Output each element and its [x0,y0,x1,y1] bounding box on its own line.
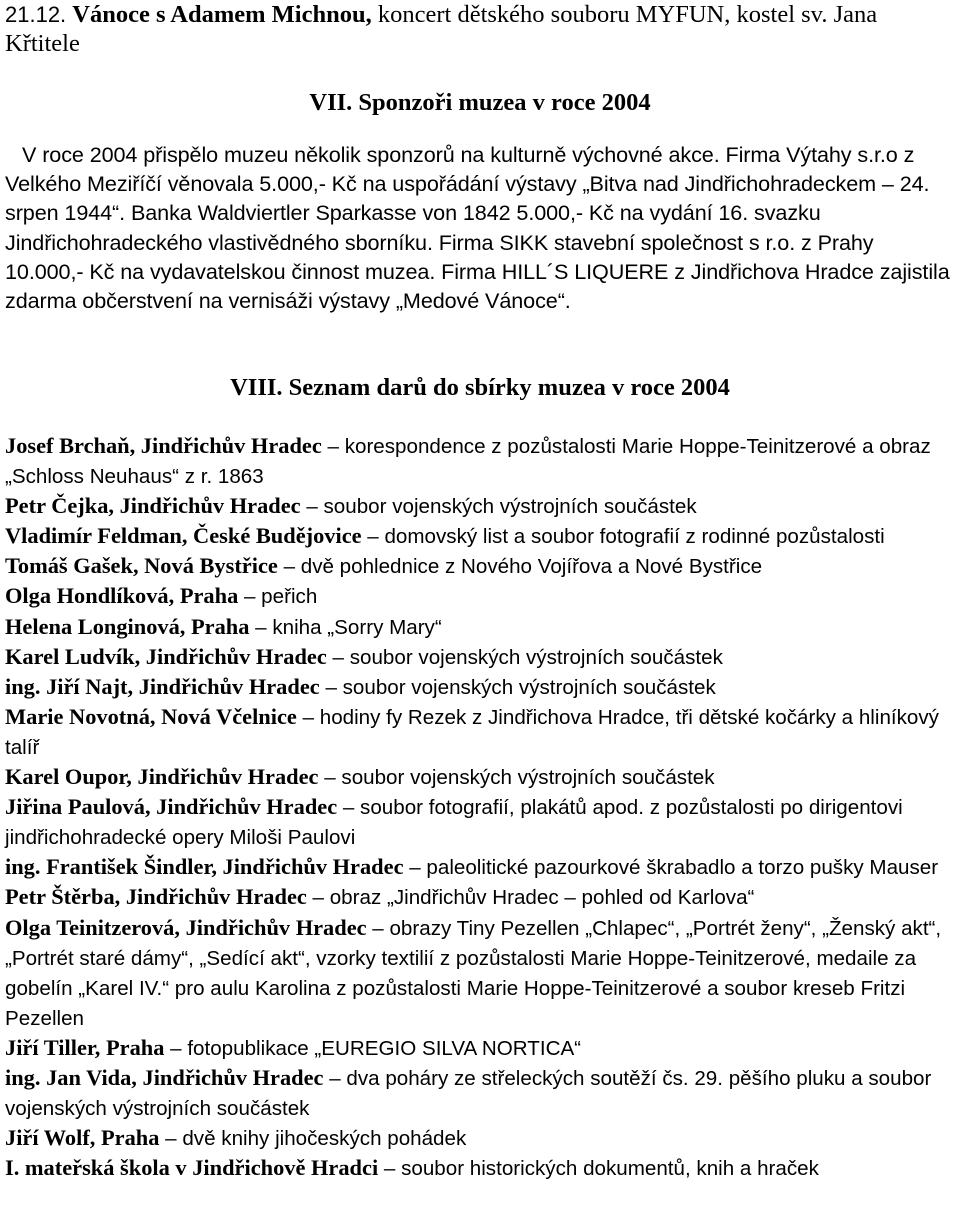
gift-description: – soubor vojenských výstrojních součástek [300,495,697,519]
gift-donor: Karel Oupor, Jindřichův Hradec [5,764,319,790]
gift-donor: Karel Ludvík, Jindřichův Hradec [5,643,327,669]
gift-donor: Tomáš Gašek, Nová Bystřice [5,553,278,579]
gift-description: – kniha „Sorry Mary“ [249,615,442,639]
gift-entry [5,792,960,852]
gift-entry [5,431,960,491]
gift-description: – obraz „Jindřichův Hradec – pohled od Karlova“ [306,886,755,910]
gift-description: – soubor fotografií, plakátů apod. z pozůstalosti po dirigentovi jindřichohradecké opery Miloši Paulovi [5,796,903,850]
gift-description: – dvě knihy jihočeských pohádek [159,1127,467,1151]
sponsors-paragraph [5,140,950,315]
gift-entry [5,612,960,642]
event-description: koncert dětského souboru MYFUN, kostel sv. Jana Křtitele [5,1,878,57]
gift-donor: Josef Brchaň, Jindřichův Hradec [5,433,322,458]
gift-entry [5,581,960,611]
gift-description: – dva poháry ze střeleckých soutěží čs. 29. pěšího pluku a soubor vojenských výstrojních součástek [5,1066,932,1121]
gift-entry [5,913,960,1033]
gift-donor: Jiří Tiller, Praha [5,1034,165,1060]
intro-event-line [5,0,954,58]
gift-entry [5,1033,960,1063]
gift-description: – soubor vojenských výstrojních součástek [326,645,723,669]
gift-entry [5,521,960,551]
gift-description: – soubor historických dokumentů, knih a hraček [378,1157,819,1181]
sponsors-text: V roce 2004 přispělo muzeu několik sponzorů na kulturně výchovné akce. Firma Výtahy s.r.o z Velkého Meziříčí věnovala 5.000,- Kč na uspořádání výstavy „Bitva nad Jindřichohradeckem – 24. srpen 1944“. Banka Waldviertler Sparkasse von 1842 5.000,- Kč na vydání 16. svazku Jindřichohradeckého vlastivědného sborníku. Firma SIKK stavební společnost s r.o. z Prahy 10.000,- Kč na vydavatelskou činnost muzea. Firma HILL´S LIQUERE z Jindřichova Hradce zajistila zdarma občerstvení na vernisáži výstavy „Medové Vánoce“. [5,142,950,314]
event-title: Vánoce s Adamem Michnou, [72,1,372,28]
gift-donor: Helena Longinová, Praha [5,613,250,639]
gift-donor: Vladimír Feldman, České Budějovice [5,523,362,549]
gift-description: – korespondence z pozůstalosti Marie Hoppe-Teinitzerové a obraz „Schloss Neuhaus“ z r. 1863 [5,435,931,489]
gift-donor: Jiří Wolf, Praha [5,1125,160,1151]
gift-entry [5,702,960,762]
gift-entry [5,762,960,792]
gift-donor: Olga Teinitzerová, Jindřichův Hradec [5,914,367,940]
gift-entry [5,852,960,882]
gift-description: – peřich [238,585,318,609]
gift-donor: Petr Čejka, Jindřichův Hradec [5,493,301,519]
gift-description: – soubor vojenských výstrojních součástek [318,766,715,790]
gift-description: – soubor vojenských výstrojních součástek [319,675,716,699]
gift-donor: Marie Novotná, Nová Včelnice [5,703,297,729]
gift-description: – fotopublikace „EUREGIO SILVA NORTICA“ [164,1036,582,1060]
gift-entry [5,882,960,912]
gift-entry [5,642,960,672]
gift-donor: ing. Jiří Najt, Jindřichův Hradec [5,673,320,699]
gift-entry [5,1123,960,1153]
gift-description: – hodiny fy Rezek z Jindřichova Hradce, tři dětské kočárky a hliníkový talíř [5,705,939,759]
gift-description: – paleolitické pazourkové škrabadlo a torzo pušky Mauser [403,856,939,880]
gift-entry [5,551,960,581]
gift-donor: Jiřina Paulová, Jindřichův Hradec [5,794,338,820]
gift-entry [5,672,960,702]
gift-description: – dvě pohlednice z Nového Vojířova a Nové Bystřice [277,555,763,579]
gift-donor: Petr Štěrba, Jindřichův Hradec [5,884,307,910]
gift-donor: ing. František Šindler, Jindřichův Hradec [5,854,404,880]
gift-donor: I. mateřská škola v Jindřichově Hradci [5,1155,379,1181]
gift-description: – domovský list a soubor fotografií z rodinné pozůstalosti [361,525,885,549]
event-date: 21.12. [5,2,67,27]
section-heading-gifts: VIII. Seznam darů do sbírky muzea v roce 2004 [230,374,730,401]
section-heading-sponsors: VII. Sponzoři muzea v roce 2004 [309,89,651,116]
gift-donor: ing. Jan Vida, Jindřichův Hradec [5,1064,324,1090]
gift-description: – obrazy Tiny Pezellen „Chlapec“, „Portrét ženy“, „Ženský akt“, „Portrét staré dámy“, „Sedící akt“, vzorky textilií z pozůstalosti Marie Hoppe-Teinitzerové, medaile za gobelín „Karel IV.“ pro aulu Karolina z pozůstalosti Marie Hoppe-Teinitzerové a soubor kreseb Fritzi Pezellen [5,916,942,1030]
gift-donor: Olga Hondlíková, Praha [5,583,239,609]
gift-entry [5,1153,960,1183]
gift-list [5,431,960,1183]
gift-entry [5,1063,960,1123]
gift-entry [5,491,960,521]
